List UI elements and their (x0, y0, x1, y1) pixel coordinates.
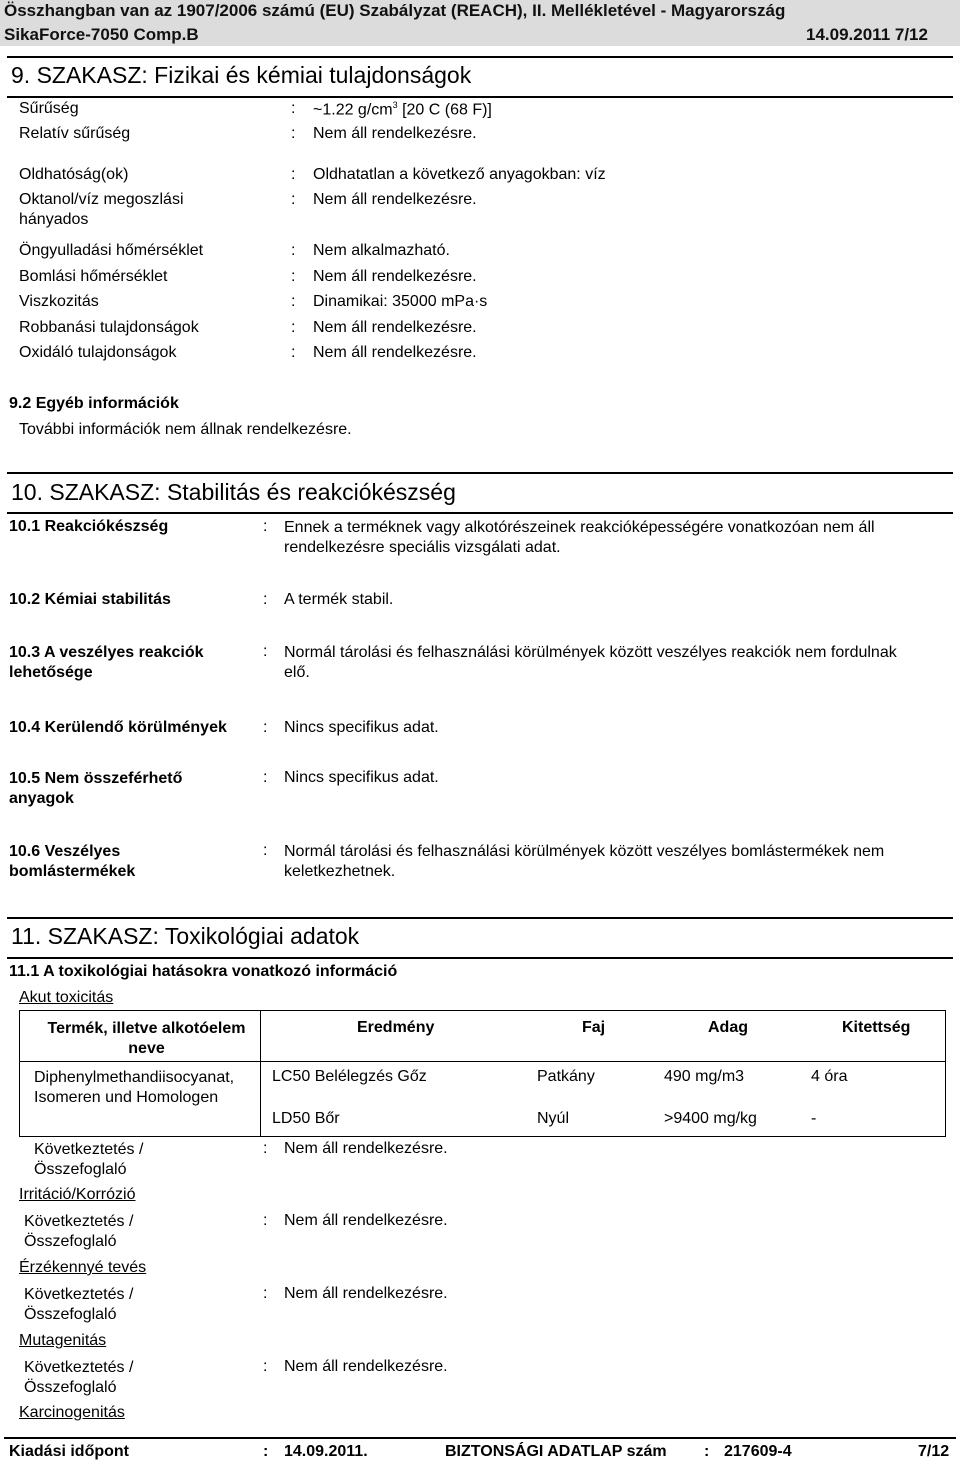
regulation-line: Összhangban van az 1907/2006 számú (EU) Szabályzat (REACH), II. Mellékletével - Magyarország (4, 1, 786, 20)
colon: : (263, 1212, 268, 1229)
header-date-page: 14.09.2011 7/12 (806, 25, 928, 44)
label-viscosity: Viszkozitás (19, 293, 99, 310)
subsection-11-1-title: 11.1 A toxikológiai hatásokra vonatkozó információ (9, 963, 398, 980)
value-decomposition-products: Normál tárolási és felhasználási körülmények között veszélyes bomlástermékek nem keletkezhetnek. (284, 843, 885, 880)
label-oxidizing: Oxidáló tulajdonságok (19, 344, 177, 361)
value-solubility: Oldhatatlan a következő anyagokban: víz (313, 166, 606, 183)
colon: : (291, 268, 296, 285)
label-explosive: Robbanási tulajdonságok (19, 319, 199, 336)
colon: : (263, 643, 268, 660)
subsection-9-2-text: További információk nem állnak rendelkezésre. (19, 421, 352, 438)
colon: : (263, 1443, 269, 1460)
colon: : (704, 1443, 710, 1460)
colon: : (291, 242, 296, 259)
table-header-divider (19, 1061, 946, 1062)
td-result-2: LD50 Bőr (272, 1110, 340, 1127)
label-decomposition: Bomlási hőmérséklet (19, 268, 168, 285)
td-dose-1: 490 mg/m3 (664, 1068, 745, 1085)
th-result: Eredmény (357, 1019, 435, 1036)
value-viscosity: Dinamikai: 35000 mPa·s (313, 293, 488, 310)
sensitization-heading: Érzékennyé tevés (19, 1259, 147, 1276)
product-name: SikaForce-7050 Comp.B (4, 25, 199, 44)
label-partition-coefficient-line2: hányados (19, 211, 89, 228)
colon: : (291, 100, 296, 117)
colon: : (263, 719, 268, 736)
th-product: Termék, illetve alkotóelem neve (47, 1020, 246, 1057)
value-autoignition: Nem alkalmazható. (313, 242, 450, 259)
td-species-2: Nyúl (537, 1110, 570, 1127)
subsection-9-2-title: 9.2 Egyéb információk (9, 395, 179, 412)
footer-issue-date: 14.09.2011. (284, 1443, 368, 1460)
label-partition-coefficient: Oktanol/víz megoszlási (19, 191, 184, 208)
acute-conclusion-label: Következtetés / Összefoglaló (34, 1141, 144, 1178)
colon: : (263, 769, 268, 786)
section-10-title: 10. SZAKASZ: Stabilitás és reakciókészség (11, 479, 456, 505)
td-dose-2: >9400 mg/kg (664, 1110, 757, 1127)
colon: : (291, 293, 296, 310)
colon: : (263, 1140, 268, 1157)
td-species-1: Patkány (537, 1068, 595, 1085)
footer-sds-number: 217609-4 (724, 1443, 792, 1460)
footer-page: 7/12 (918, 1443, 950, 1460)
mutagenicity-heading: Mutagenitás (19, 1332, 107, 1349)
colon: : (263, 1358, 268, 1375)
acute-conclusion-value: Nem áll rendelkezésre. (284, 1140, 448, 1157)
sensitization-conclusion-value: Nem áll rendelkezésre. (284, 1285, 448, 1302)
value-relative-density: Nem áll rendelkezésre. (313, 125, 477, 142)
irritation-conclusion-value: Nem áll rendelkezésre. (284, 1212, 448, 1229)
value-decomposition: Nem áll rendelkezésre. (313, 268, 477, 285)
label-solubility: Oldhatóság(ok) (19, 166, 129, 183)
carcinogenicity-heading: Karcinogenitás (19, 1404, 125, 1421)
value-partition-coefficient: Nem áll rendelkezésre. (313, 191, 477, 208)
colon: : (291, 166, 296, 183)
value-chemical-stability: A termék stabil. (284, 591, 394, 608)
label-decomposition-products: 10.6 Veszélyes bomlástermékek (9, 843, 136, 880)
td-product-name: Diphenylmethandiisocyanat, Isomeren und Homologen (34, 1069, 235, 1106)
label-density: Sűrűség (19, 100, 79, 117)
footer-sds-label: BIZTONSÁGI ADATLAP szám (445, 1443, 667, 1460)
value-conditions-to-avoid: Nincs specifikus adat. (284, 719, 439, 736)
label-incompatible-materials: 10.5 Nem összeférhető anyagok (9, 770, 183, 807)
td-exposure-2: - (811, 1110, 817, 1127)
td-exposure-1: 4 óra (811, 1068, 848, 1085)
section-9-title: 9. SZAKASZ: Fizikai és kémiai tulajdonságok (11, 62, 472, 88)
th-species: Faj (582, 1019, 606, 1036)
label-relative-density: Relatív sűrűség (19, 125, 131, 142)
irritation-conclusion-label: Következtetés / Összefoglaló (24, 1213, 134, 1250)
value-reactivity: Ennek a terméknek vagy alkotórészeinek reakcióképességére vonatkozóan nem áll rendelkezésre speciális vizsgálati adat. (284, 519, 875, 556)
label-reactivity: 10.1 Reakciókészség (9, 518, 169, 535)
footer-issue-label: Kiadási időpont (9, 1443, 129, 1460)
value-density: ~1.22 $g/cm^3$ [20 C (68 F)] (313, 100, 492, 119)
colon: : (263, 1285, 268, 1302)
table-column-divider (260, 1010, 261, 1137)
acute-toxicity-heading: Akut toxicitás (19, 989, 114, 1006)
th-dose: Adag (708, 1019, 748, 1036)
irritation-heading: Irritáció/Korrózió (19, 1186, 136, 1203)
colon: : (291, 191, 296, 208)
label-autoignition: Öngyulladási hőmérséklet (19, 242, 204, 259)
colon: : (291, 125, 296, 142)
colon: : (291, 344, 296, 361)
td-result-1: LC50 Belélegzés Gőz (272, 1068, 427, 1085)
mutagenicity-conclusion-value: Nem áll rendelkezésre. (284, 1358, 448, 1375)
value-hazardous-reactions: Normál tárolási és felhasználási körülmények között veszélyes reakciók nem fordulnak elő. (284, 644, 897, 681)
value-oxidizing: Nem áll rendelkezésre. (313, 344, 477, 361)
th-exposure: Kitettség (842, 1019, 911, 1036)
footer-rule (4, 1437, 956, 1439)
value-explosive: Nem áll rendelkezésre. (313, 319, 477, 336)
value-incompatible-materials: Nincs specifikus adat. (284, 769, 439, 786)
label-conditions-to-avoid: 10.4 Kerülendő körülmények (9, 719, 227, 736)
label-chemical-stability: 10.2 Kémiai stabilitás (9, 591, 171, 608)
section-11-title: 11. SZAKASZ: Toxikológiai adatok (11, 923, 360, 949)
colon: : (263, 591, 268, 608)
colon: : (291, 319, 296, 336)
sensitization-conclusion-label: Következtetés / Összefoglaló (24, 1286, 134, 1323)
colon: : (263, 518, 268, 535)
colon: : (263, 842, 268, 859)
label-hazardous-reactions: 10.3 A veszélyes reakciók lehetősége (9, 644, 204, 681)
mutagenicity-conclusion-label: Következtetés / Összefoglaló (24, 1359, 134, 1396)
